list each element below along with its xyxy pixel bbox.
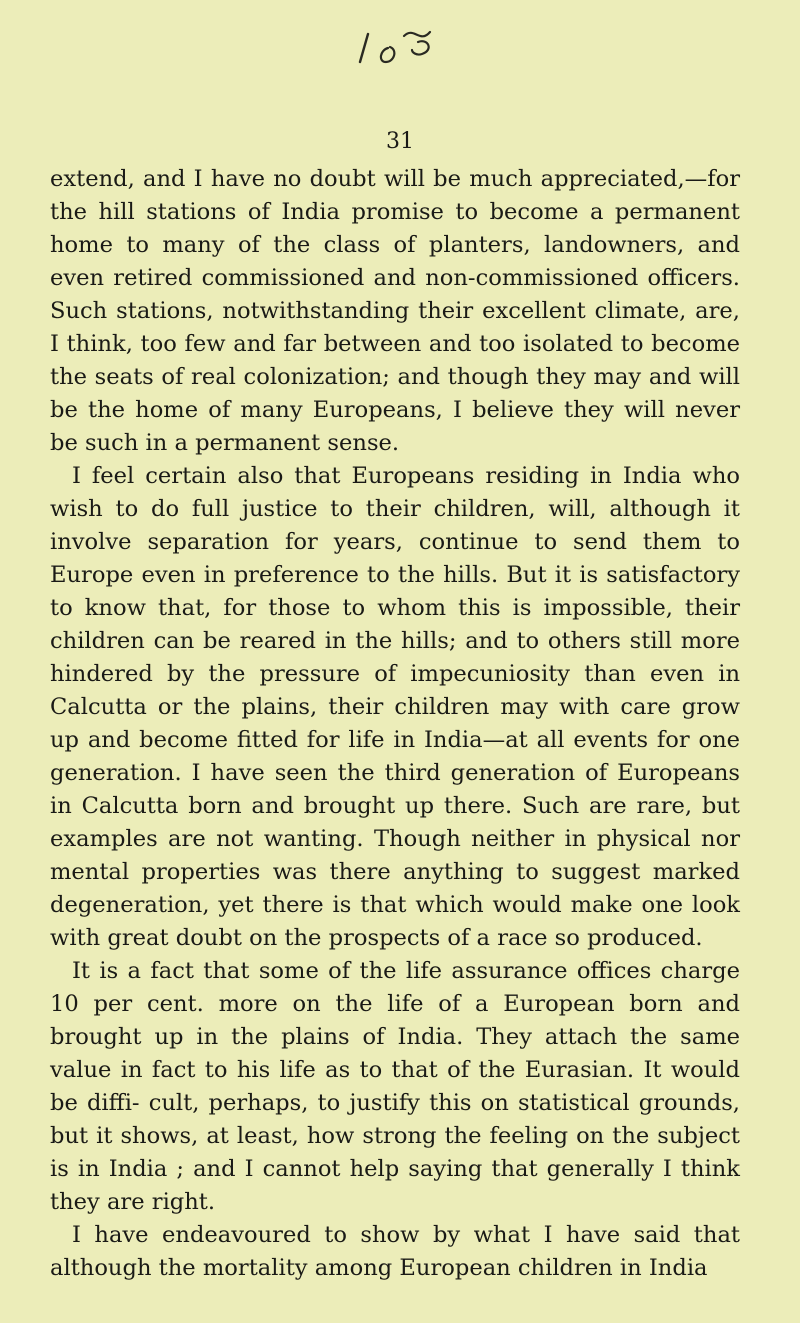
paragraph: I have endeavoured to show by what I have said that although the mortality among European children in India — [50, 1222, 740, 1281]
paragraph: It is a fact that some of the life assurance offices charge 10 per cent. more on the life of a European born and brought up in the plains of India. They attach the same value in fact to his life as to that of the Eurasian. It would be diffi- cult, perhaps, to justify this on statistical grounds, but it shows, at least, how strong the feeling on the subject is in India ; and I cannot help saying that generally I think they are right. — [50, 958, 740, 1215]
handwritten-annotation — [348, 14, 458, 74]
paragraph: extend, and I have no doubt will be much appreciated,—for the hill stations of India promise to become a permanent home to many of the class of planters, landowners, and even retired commissioned and non-commissioned officers. Such stations, notwithstanding their excellent climate, are, I think, too few and far between and too isolated to become the seats of real colonization; and though they may and will be the home of many Europeans, I believe they will never be such in a permanent sense. — [50, 166, 740, 456]
page-number: 31 — [386, 129, 414, 154]
paragraph: I feel certain also that Europeans residing in India who wish to do full justice to their children, will, although it involve separation for years, continue to send them to Europe even in preference to the hills. But it is satisfactory to know that, for those to whom this is impossible, their children can be reared in the hills; and to others still more hindered by the pressure of impecuniosity than even in Calcutta or the plains, their children may with care grow up and become fitted for life in India—at all events for one generation. I have seen the third generation of Europeans in Calcutta born and brought up there. Such are rare, but examples are not wanting. Though neither in physical nor mental properties was there anything to suggest marked degeneration, yet there is that which would make one look with great doubt on the prospects of a race so produced. — [50, 463, 740, 951]
body-text — [50, 163, 740, 1285]
